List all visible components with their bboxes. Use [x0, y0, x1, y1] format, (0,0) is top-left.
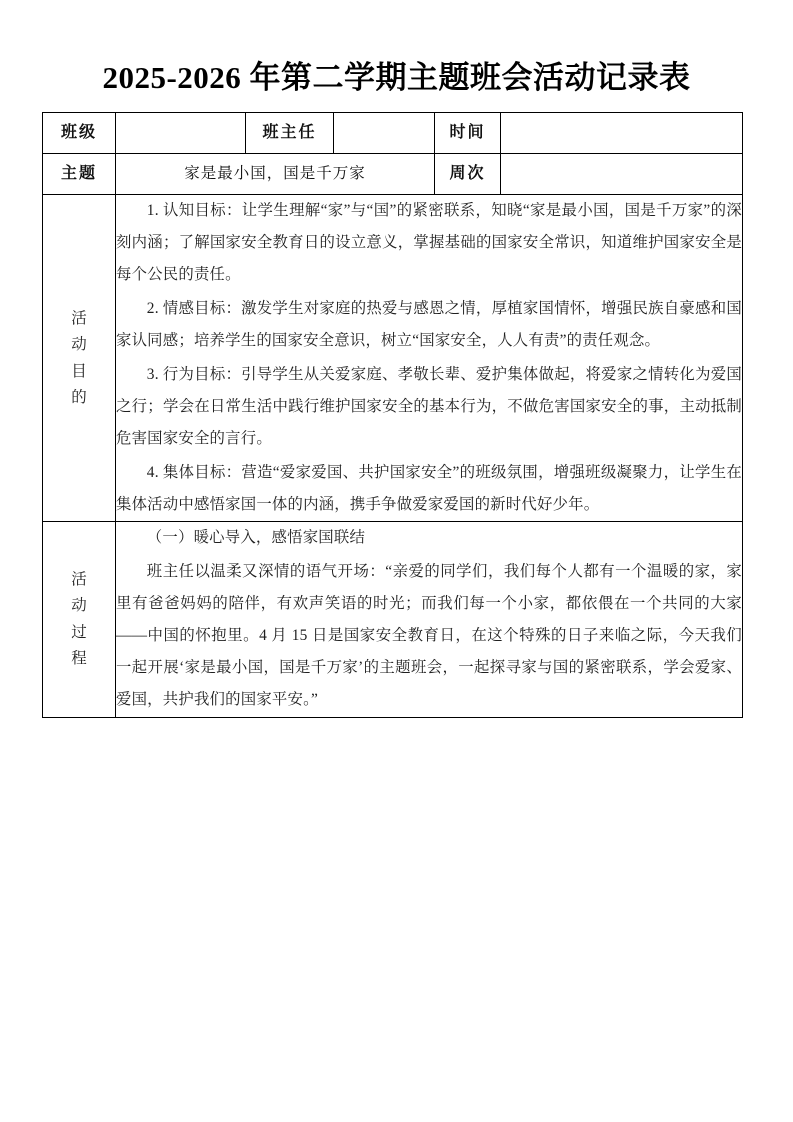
week-value-field[interactable] — [501, 154, 743, 195]
table-row-activity-purpose — [43, 195, 743, 522]
process-paragraph: （一）暖心导入，感悟家国联结 — [146, 529, 366, 547]
table-row-activity-process — [43, 522, 743, 717]
table-row-topic-week — [43, 154, 743, 195]
page-title: 2025-2026 年第二学期主题班会活动记录表 — [102, 60, 691, 95]
purpose-paragraph: 1. 认知目标：让学生理解“家”与“国”的紧密联系，知晓“家是最小国，国是千万家”的深刻内涵；了解国家安全教育日的设立意义，掌握基础的国家安全常识，知道维护国家安全是每个公民的责任。 — [116, 202, 742, 284]
topic-label: 主题 — [43, 154, 116, 195]
process-paragraph: 班主任以温柔又深情的语气开场：“亲爱的同学们，我们每个人都有一个温暖的家，家里有爸爸妈妈的陪伴，有欢声笑语的时光；而我们每一个小家，都依偎在一个共同的大家——中国的怀抱里。4 月 15 日是国家安全教育日，在这个特殊的日子来临之际，今天我们一起开展‘家是最小国，国是千万家’的主题班会，一起探寻家与国的紧密联系，学会爱家、爱国，共护我们的国家平安。” — [116, 563, 742, 709]
activity-process-label — [43, 522, 116, 717]
vertical-char: 动 — [71, 597, 87, 615]
activity-purpose-label-chars — [43, 307, 115, 410]
class-label: 班级 — [43, 113, 116, 154]
head-teacher-value-field[interactable] — [334, 113, 435, 154]
time-value-field[interactable] — [501, 113, 743, 154]
purpose-paragraph: 4. 集体目标：营造“爱家爱国、共护国家安全”的班级氛围，增强班级凝聚力，让学生在集体活动中感悟家国一体的内涵，携手争做爱家爱国的新时代好少年。 — [116, 464, 742, 514]
time-label: 时间 — [435, 113, 501, 154]
class-value-field[interactable] — [116, 113, 246, 154]
topic-value-field[interactable]: 家是最小国，国是千万家 — [116, 154, 435, 195]
activity-process-content[interactable] — [116, 522, 743, 717]
vertical-char: 活 — [71, 570, 87, 588]
activity-purpose-label — [43, 195, 116, 522]
table-row-class-teacher-time — [43, 113, 743, 154]
vertical-char: 目 — [71, 362, 87, 380]
week-label: 周次 — [435, 154, 501, 195]
head-teacher-label: 班主任 — [246, 113, 334, 154]
vertical-char: 过 — [71, 623, 87, 641]
purpose-paragraph: 2. 情感目标：激发学生对家庭的热爱与感恩之情，厚植家国情怀，增强民族自豪感和国家认同感；培养学生的国家安全意识，树立“国家安全，人人有责”的责任观念。 — [116, 300, 742, 350]
activity-record-table — [42, 112, 743, 718]
vertical-char: 程 — [71, 650, 87, 668]
activity-purpose-content[interactable] — [116, 195, 743, 522]
activity-process-label-chars — [43, 568, 115, 671]
vertical-char: 的 — [71, 389, 87, 407]
vertical-char: 动 — [71, 336, 87, 354]
vertical-char: 活 — [71, 309, 87, 327]
purpose-paragraph: 3. 行为目标：引导学生从关爱家庭、孝敬长辈、爱护集体做起，将爱家之情转化为爱国之行；学会在日常生活中践行维护国家安全的基本行为，不做危害国家安全的事，主动抵制危害国家安全的言行。 — [116, 366, 742, 448]
